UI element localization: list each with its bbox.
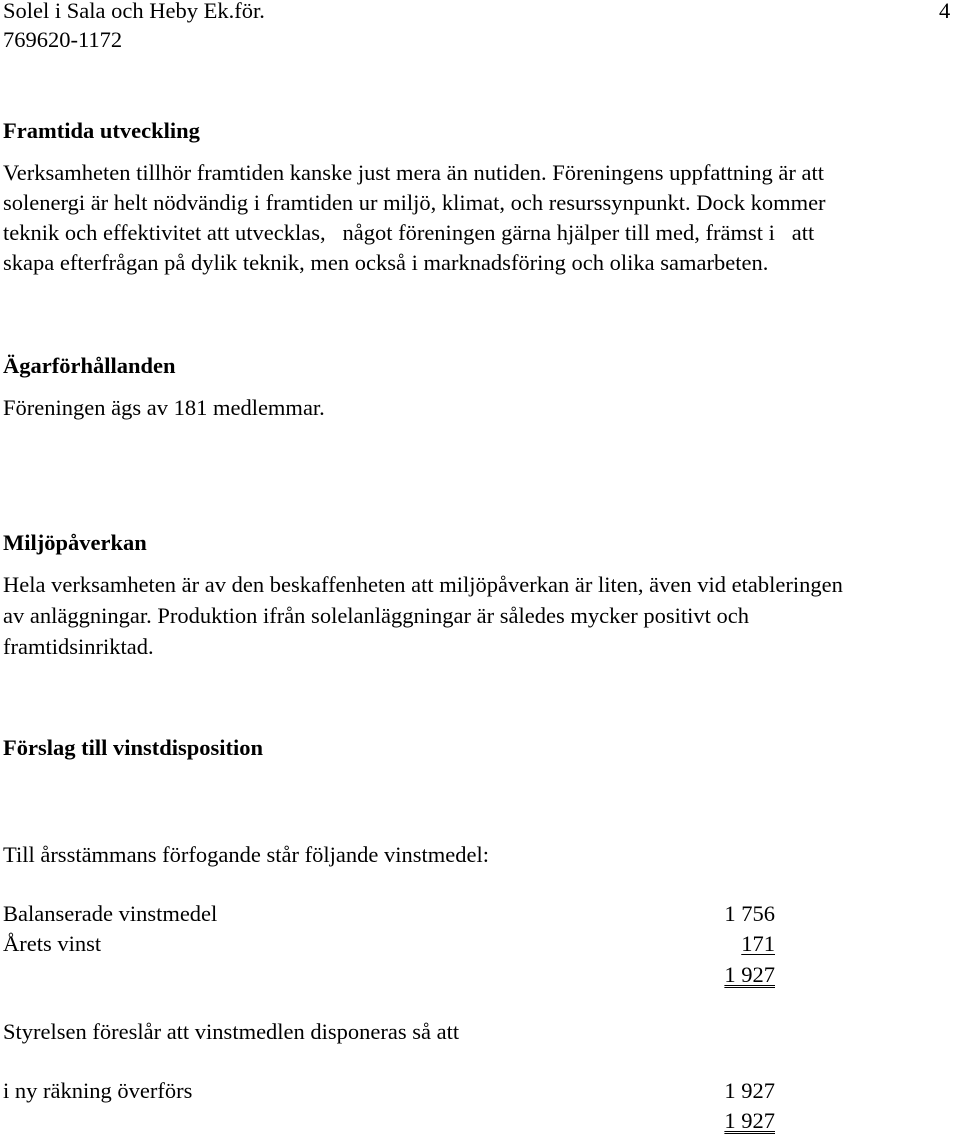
transfer-label: i ny räkning överförs bbox=[3, 1078, 193, 1103]
miljo-line-2: av anläggningar. Produktion ifrån solelanläggningar är således mycker positivt och bbox=[3, 603, 750, 628]
row-value-arets-vinst bbox=[643, 929, 775, 959]
miljo-line-1: Hela verksamheten är av den beskaffenheten att miljöpåverkan är liten, även vid etableringen bbox=[3, 572, 843, 597]
framtida-line-1: Verksamheten tillhör framtiden kanske just mera än nutiden. Föreningens uppfattning är att bbox=[3, 160, 825, 185]
transfer-value: 1 927 bbox=[724, 1078, 775, 1103]
page-number: 4 bbox=[939, 0, 951, 23]
agar-text: Föreningen ägs av 181 medlemmar. bbox=[3, 395, 325, 420]
framtida-line-4: skapa efterfrågan på dylik teknik, men också i marknadsföring och olika samarbeten. bbox=[3, 250, 769, 275]
heading-framtida-utveckling: Framtida utveckling bbox=[3, 118, 200, 143]
framtida-line-3: teknik och effektivitet att utvecklas, något föreningen gärna hjälper till med, främst i att bbox=[3, 220, 815, 245]
row-total bbox=[643, 960, 775, 990]
arets-vinst-value: 171 bbox=[741, 931, 775, 956]
heading-agarforhallanden: Ägarförhållanden bbox=[3, 353, 176, 378]
total-value: 1 927 bbox=[724, 962, 775, 987]
org-number: 769620-1172 bbox=[3, 27, 123, 52]
transfer-total-row bbox=[643, 1106, 775, 1136]
miljo-line-3: framtidsinriktad. bbox=[3, 634, 154, 659]
disposition-proposal: Styrelsen föreslår att vinstmedlen disponeras så att bbox=[3, 1019, 460, 1044]
row-label-arets-vinst: Årets vinst bbox=[3, 931, 102, 956]
transfer-total-value: 1 927 bbox=[724, 1108, 775, 1133]
heading-vinstdisposition: Förslag till vinstdisposition bbox=[3, 735, 264, 760]
company-name: Solel i Sala och Heby Ek.för. bbox=[3, 0, 265, 23]
disposition-intro: Till årsstämmans förfogande står följande vinstmedel: bbox=[3, 842, 489, 867]
row-value-balanserade: 1 756 bbox=[724, 901, 775, 926]
heading-miljopaverkan: Miljöpåverkan bbox=[3, 530, 147, 555]
document-page bbox=[3, 0, 957, 1136]
framtida-line-2: solenergi är helt nödvändig i framtiden ur miljö, klimat, och resurssynpunkt. Dock kommer bbox=[3, 190, 826, 215]
row-label-balanserade: Balanserade vinstmedel bbox=[3, 901, 218, 926]
